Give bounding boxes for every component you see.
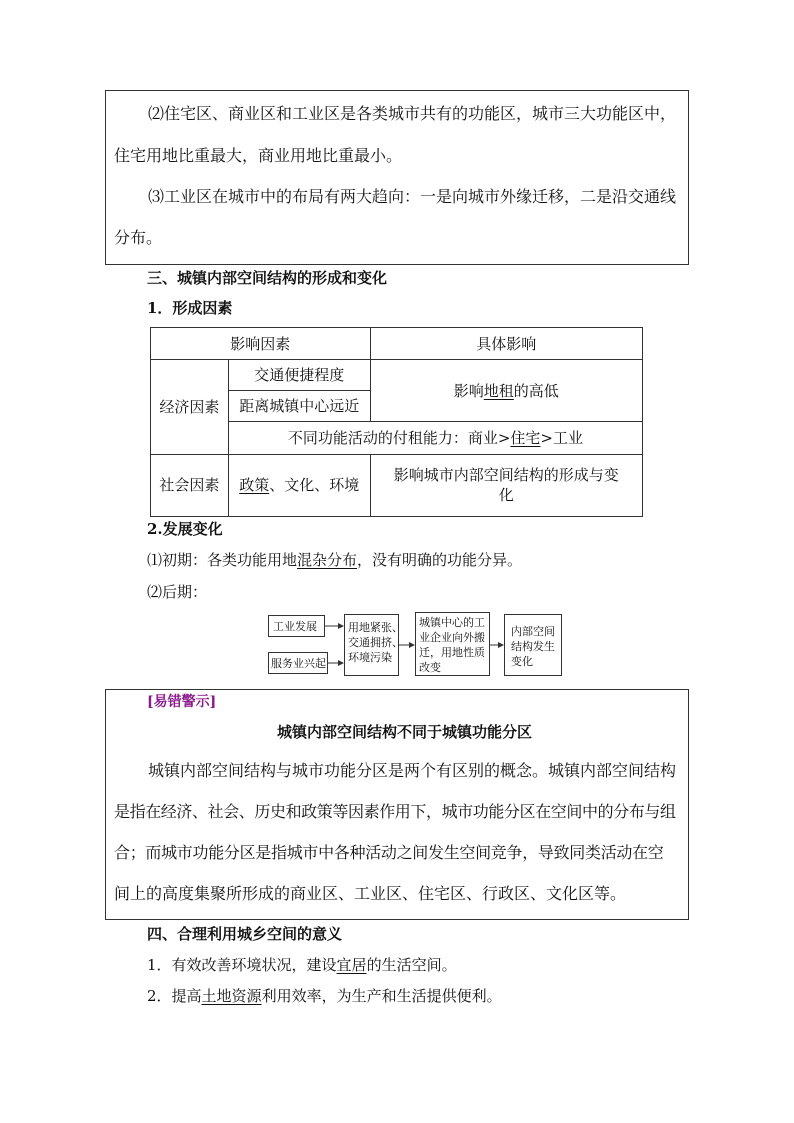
significance-item-1: 1．有效改善环境状况，建设宜居的生活空间。 [147,956,457,974]
paragraph-residential-ratio-line1: ⑵住宅区、商业区和工业区是各类城市共有的功能区，城市三大功能区中， [148,104,677,123]
table-header-effect: 具体影响 [370,328,642,360]
flow-box-structure-change: 内部空间 结构发生 变化 [504,614,562,676]
social-factor-label: 社会因素 [151,454,229,516]
flow-box-land-pressure: 用地紧张、 交通拥挤、 环境污染 [344,614,399,676]
economic-effect-cell: 影响地租的高低 [370,360,642,422]
warning-title: 城镇内部空间结构不同于城镇功能分区 [277,723,533,741]
significance-item-2: 2．提高土地资源利用效率，为生产和生活提供便利。 [147,987,502,1005]
section-heading-3: 三、城镇内部空间结构的形成和变化 [147,269,388,287]
warning-tag: [易错警示] [147,694,217,710]
flow-box-industry-relocation: 城镇中心的工 业企业向外搬 迁，用地性质 改变 [415,612,490,676]
section-heading-4: 四、合理利用城乡空间的意义 [147,925,343,943]
formation-factors-table [150,327,643,517]
warning-line-2: 是指在经济、社会、历史和政策等因素作用下，城市功能分区在空间中的分布与组 [114,802,676,821]
paragraph-residential-ratio-line2: 住宅用地比重最大，商业用地比重最小。 [114,146,403,165]
paragraph-industrial-trend-line1: ⑶工业区在城市中的布局有两大趋向：一是向城市外缘迁移，二是沿交通线 [148,187,677,206]
factor-distance-to-center: 距离城镇中心远近 [228,391,370,422]
economic-factor-label: 经济因素 [151,360,229,454]
warning-line-4: 间上的高度集聚所形成的商业区、工业区、住宅区、行政区、文化区等。 [114,884,627,903]
rent-paying-ability-cell: 不同功能活动的付租能力：商业>住宅>工业 [228,422,642,454]
early-stage-text: ⑴初期：各类功能用地混杂分布，没有明确的功能分异。 [147,551,523,569]
subheading-formation-factors: 1．形成因素 [147,299,233,317]
flow-arrows [268,612,598,678]
subheading-development-change: 2.发展变化 [147,520,223,538]
factor-transport-convenience: 交通便捷程度 [228,360,370,391]
warning-line-3: 合；而城市功能分区是指城市中各种活动之间发生空间竞争，导致同类活动在空 [114,843,664,862]
flow-box-industry-development: 工业发展 [268,615,325,637]
social-effect-cell: 影响城市内部空间结构的形成与变 化 [370,454,642,516]
warning-line-1: 城镇内部空间结构与城市功能分区是两个有区别的概念。城镇内部空间结构 [148,761,677,780]
flow-box-service-rise: 服务业兴起 [268,652,328,674]
table-header-factor: 影响因素 [151,328,371,360]
social-factor-items: 政策、文化、环境 [228,454,370,516]
development-flow-diagram [268,612,598,678]
late-stage-label: ⑵后期： [147,583,208,601]
paragraph-industrial-trend-line2: 分布。 [114,228,163,247]
